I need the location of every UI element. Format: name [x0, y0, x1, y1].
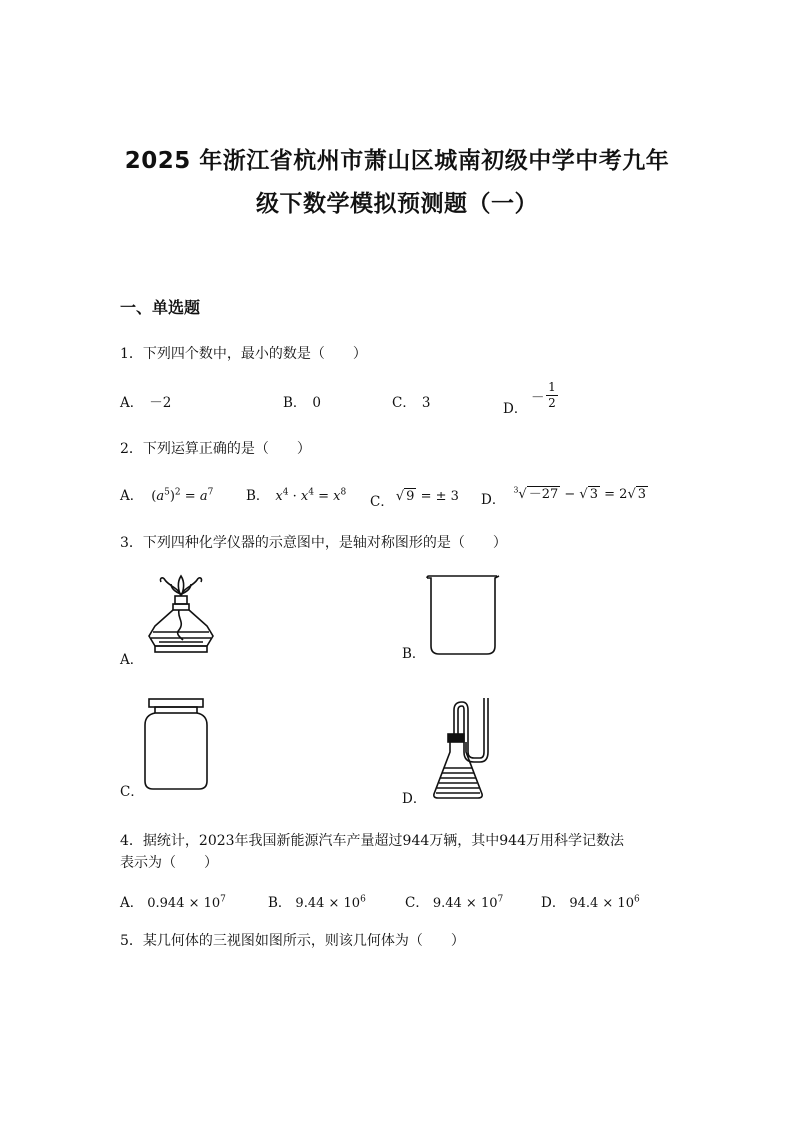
q4-option-d[interactable] — [541, 891, 640, 911]
expr-rad3: 3 — [637, 487, 647, 502]
option-mantissa: 9.44 × 10 — [432, 896, 498, 911]
option-expression: √ 9 = ± 3 — [395, 489, 459, 504]
expr-outer-exp: 2 — [174, 487, 181, 498]
option-label: D． — [503, 401, 528, 417]
option-label: A． — [120, 395, 144, 411]
q1-option-a[interactable] — [120, 391, 171, 411]
expr-t2: x — [300, 489, 309, 504]
expr-rhs-exp: 8 — [340, 487, 347, 498]
fraction-denominator: 2 — [548, 396, 556, 410]
option-mantissa: 9.44 × 10 — [295, 896, 361, 911]
option-mantissa: 94.4 × 10 — [569, 896, 634, 911]
option-value: －2 — [149, 395, 172, 411]
option-expression: $^3$√ －27 − √ 3 = 2√ 3 — [513, 485, 647, 502]
q2-option-c[interactable] — [370, 484, 459, 510]
option-label: B． — [268, 895, 292, 911]
question-4-stem-line1: 4．据统计，2023年我国新能源汽车产量超过944万辆，其中944万用科学记数法 — [120, 833, 624, 849]
question-4-stem-line2: 表示为（ ） — [120, 855, 218, 871]
option-label: B． — [283, 395, 307, 411]
section-heading: 一、单选题 — [120, 298, 201, 317]
expr-exp: 5 — [164, 487, 170, 498]
option-label: D． — [481, 492, 506, 508]
expr-rad2: 3 — [589, 487, 598, 502]
option-mantissa: 0.944 × 10 — [147, 896, 221, 911]
expr-radicand: 9 — [406, 489, 415, 504]
option-value: 3 — [421, 395, 431, 411]
q3-option-a-label[interactable]: A． — [120, 652, 144, 668]
expr-rhs: a — [199, 489, 208, 504]
option-label: C． — [405, 895, 429, 911]
q4-option-a[interactable] — [120, 891, 226, 911]
expr-rad1: －27 — [528, 487, 559, 502]
fraction-numerator: 1 — [548, 380, 556, 394]
option-exponent: 7 — [220, 894, 226, 905]
option-exponent: 6 — [360, 894, 366, 905]
jar-icon — [143, 697, 209, 791]
expr-coef: 2 — [619, 487, 628, 502]
q2-option-b[interactable] — [246, 484, 346, 504]
option-exponent: 6 — [633, 894, 640, 905]
question-2-stem: 2．下列运算正确的是（ ） — [120, 441, 311, 457]
q2-option-d[interactable] — [481, 482, 648, 508]
beaker-icon — [425, 574, 501, 656]
option-label: D． — [541, 895, 566, 911]
expr-root-index: 3 — [513, 485, 519, 495]
expr-base: a — [156, 489, 165, 504]
option-expression: $(a^5)^2 = a^7$ — [151, 487, 214, 504]
q3-option-b-label[interactable]: B． — [402, 646, 426, 662]
q4-option-c[interactable] — [405, 891, 503, 911]
expr-rhs: x — [333, 489, 341, 504]
alcohol-lamp-icon — [145, 574, 217, 658]
question-3-stem: 3．下列四种化学仪器的示意图中，是轴对称图形的是（ ） — [120, 535, 507, 551]
expr-rhs: = ± 3 — [420, 489, 459, 504]
option-value: 0 — [312, 395, 322, 411]
option-label: A． — [120, 488, 144, 504]
q1-option-b[interactable] — [283, 391, 321, 411]
fraction-sign: － — [531, 390, 545, 406]
flask-with-tube-icon — [430, 696, 490, 802]
option-label: B． — [246, 488, 270, 504]
question-5-stem: 5．某几何体的三视图如图所示，则该几何体为（ ） — [120, 933, 465, 949]
q1-option-c[interactable] — [392, 391, 430, 411]
page-title-line2: 级下数学模拟预测题（一） — [256, 191, 538, 217]
q3-option-c-label[interactable]: C． — [120, 784, 144, 800]
expr-e1: 4 — [282, 487, 289, 498]
expr-rhs-exp: 7 — [207, 487, 214, 498]
q3-option-d-label[interactable]: D． — [402, 791, 427, 807]
page-title-line1: 2025 年浙江省杭州市萧山区城南初级中学中考九年 — [124, 148, 670, 174]
option-label: C． — [392, 395, 416, 411]
q4-option-b[interactable] — [268, 891, 366, 911]
q2-option-a[interactable] — [120, 484, 213, 504]
option-expression: $x^4 \cdot x^4 = x^8$ — [275, 487, 347, 504]
expr-t1: x — [275, 489, 283, 504]
option-label: A． — [120, 895, 144, 911]
expr-e2: 4 — [308, 487, 314, 498]
option-label: C． — [370, 494, 394, 510]
option-exponent: 7 — [497, 894, 504, 905]
question-1-stem: 1．下列四个数中，最小的数是（ ） — [120, 346, 367, 362]
